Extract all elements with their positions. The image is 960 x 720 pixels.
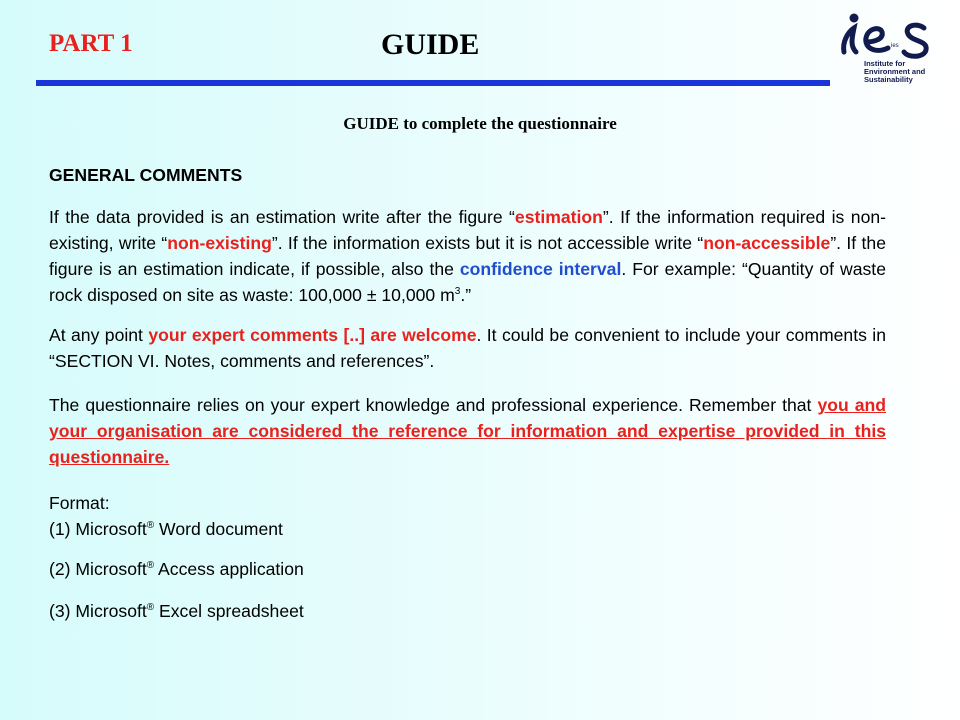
paragraph-expertise: The questionnaire relies on your expert knowledge and professional experience. Remember that you and your organisation are considered the reference for information and expertise provided in this questionnaire. bbox=[49, 395, 887, 467]
part-label: PART 1 bbox=[49, 30, 133, 57]
format-list bbox=[49, 490, 886, 624]
format-item: (2) Microsoft® Access application bbox=[49, 559, 304, 579]
page-title: GUIDE bbox=[381, 28, 480, 61]
subtitle: GUIDE to complete the questionnaire bbox=[343, 114, 617, 133]
logo-caption: Institute for Environment and Sustainability bbox=[864, 59, 926, 84]
section-heading: GENERAL COMMENTS bbox=[49, 165, 243, 185]
svg-text:ies: ies bbox=[891, 43, 899, 49]
guide-content bbox=[49, 162, 886, 624]
header bbox=[0, 0, 960, 92]
format-item: (1) Microsoft® Word document bbox=[49, 519, 283, 539]
format-label: Format: bbox=[49, 493, 110, 513]
ies-logo bbox=[838, 12, 946, 92]
header-rule bbox=[36, 80, 830, 86]
ies-logo-mark-icon bbox=[838, 12, 946, 62]
paragraph-estimation: If the data provided is an estimation write after the figure “estimation”. If the information required is non-existing, write “non-existing”. If the information exists but it is not accessible write “non-accessible”. If the figure is an estimation indicate, if possible, also the confidence interval. For example: “Quantity of waste rock disposed on site as waste: 100,000 ± 10,000 $m^3$.” bbox=[49, 207, 887, 305]
paragraph-comments: At any point your expert comments [..] are welcome. It could be convenient to include your comments in “SECTION VI. Notes, comments and references”. bbox=[49, 325, 886, 371]
format-item: (3) Microsoft® Excel spreadsheet bbox=[49, 601, 304, 621]
